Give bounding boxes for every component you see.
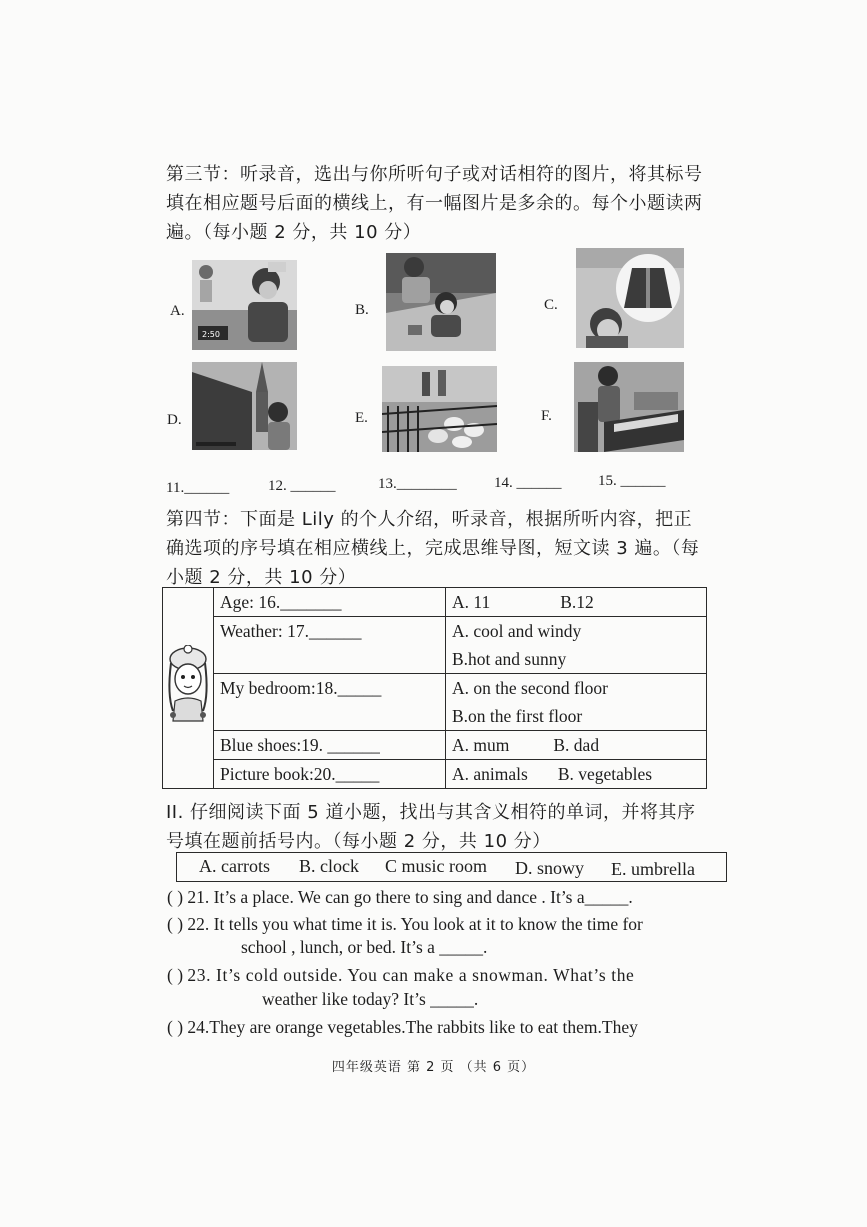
row-book-prompt: Picture book:20._____ [214,760,446,789]
section3-line3: 遍。（每小题 2 分，共 10 分） [166,222,422,243]
mind-map-table [162,587,707,789]
option-a: A. 11 [452,592,491,612]
question-23-text: 23. It’s cold outside. You can make a snowman. What’s the [187,965,635,985]
word-option-b: B. clock [299,856,359,876]
section4-instructions [166,505,736,592]
question-24-text: 24.They are orange vegetables.The rabbits like to eat them.They [187,1017,638,1037]
part2-instructions [166,798,736,856]
row-weather-option-a: A. cool and windy [446,617,707,646]
part2-line2: 号填在题前括号内。（每小题 2 分，共 10 分） [166,831,551,852]
question-22-text: 22. It tells you what time it is. You look at it to know the time for [187,914,643,934]
answer-paren-21[interactable]: ( ) [167,887,184,907]
blank-14[interactable]: 14. ______ [494,475,562,491]
word-option-c: C music room [385,856,487,876]
picture-b [386,253,496,351]
option-b: B.12 [560,592,594,612]
clock-readout: 2:50 [202,330,220,339]
lily-portrait-cell [163,588,214,789]
picture-label-e: E. [355,410,368,426]
row-age-prompt: Age: 16._______ [214,588,446,617]
row-weather-option-b: B.hot and sunny [446,645,707,674]
part2-line1: II. 仔细阅读下面 5 道小题，找出与其含义相符的单词，并将其序 [166,802,696,823]
question-23-continuation: weather like today? It’s _____. [262,989,479,1009]
blank-12[interactable]: 12. ______ [268,478,336,494]
word-option-a: A. carrots [199,856,270,876]
picture-d [192,362,297,450]
row-weather-prompt: Weather: 17.______ [214,617,446,674]
picture-label-f: F. [541,408,552,424]
picture-a [192,260,297,350]
question-24 [167,1015,737,1039]
row-bedroom-option-a: A. on the second floor [446,674,707,703]
row-shoes-options [446,731,707,760]
word-options-box [176,852,727,882]
question-23 [167,963,737,987]
lily-portrait-icon [163,645,213,725]
row-bedroom-prompt: My bedroom:18._____ [214,674,446,731]
picture-c [576,248,684,348]
picture-label-d: D. [167,412,182,428]
row-book-options [446,760,707,789]
section4-line1: 第四节：下面是 Lily 的个人介绍，听录音，根据所听内容，把正 [166,509,693,530]
question-22 [167,912,737,936]
page-footer: 四年级英语 第 2 页 （共 6 页） [331,1060,536,1075]
section4-line3: 小题 2 分，共 10 分） [166,567,357,588]
answer-paren-22[interactable]: ( ) [167,914,184,934]
row-shoes-prompt: Blue shoes:19. ______ [214,731,446,760]
section4-line2: 确选项的序号填在相应横线上，完成思维导图，短文读 3 遍。（每 [166,538,700,559]
option-a: A. animals [452,764,528,784]
picture-e [382,366,497,452]
blank-11[interactable]: 11.______ [166,480,230,496]
option-a: A. mum [452,735,510,755]
section3-line1: 第三节：听录音，选出与你所听句子或对话相符的图片，将其标号 [166,164,703,185]
row-bedroom-option-b: B.on the first floor [446,702,707,731]
row-age-options [446,588,707,617]
blank-13[interactable]: 13.________ [378,476,457,492]
option-b: B. dad [553,735,600,755]
question-21 [167,885,737,909]
picture-f [574,362,684,452]
question-22-continuation: school , lunch, or bed. It’s a _____. [241,937,488,957]
answer-paren-24[interactable]: ( ) [167,1017,184,1037]
answer-paren-23[interactable]: ( ) [167,965,184,985]
picture-label-c: C. [544,297,558,313]
section3-instructions [166,160,736,247]
picture-label-b: B. [355,302,369,318]
section3-line2: 填在相应题号后面的横线上，有一幅图片是多余的。每个小题读两 [166,193,703,214]
word-option-d: D. snowy [515,858,585,878]
word-option-e: E. umbrella [611,859,695,879]
option-b: B. vegetables [557,764,653,784]
picture-label-a: A. [170,303,185,319]
question-21-text: 21. It’s a place. We can go there to sing and dance . It’s a_____. [187,887,633,907]
blank-15[interactable]: 15. ______ [598,473,666,489]
